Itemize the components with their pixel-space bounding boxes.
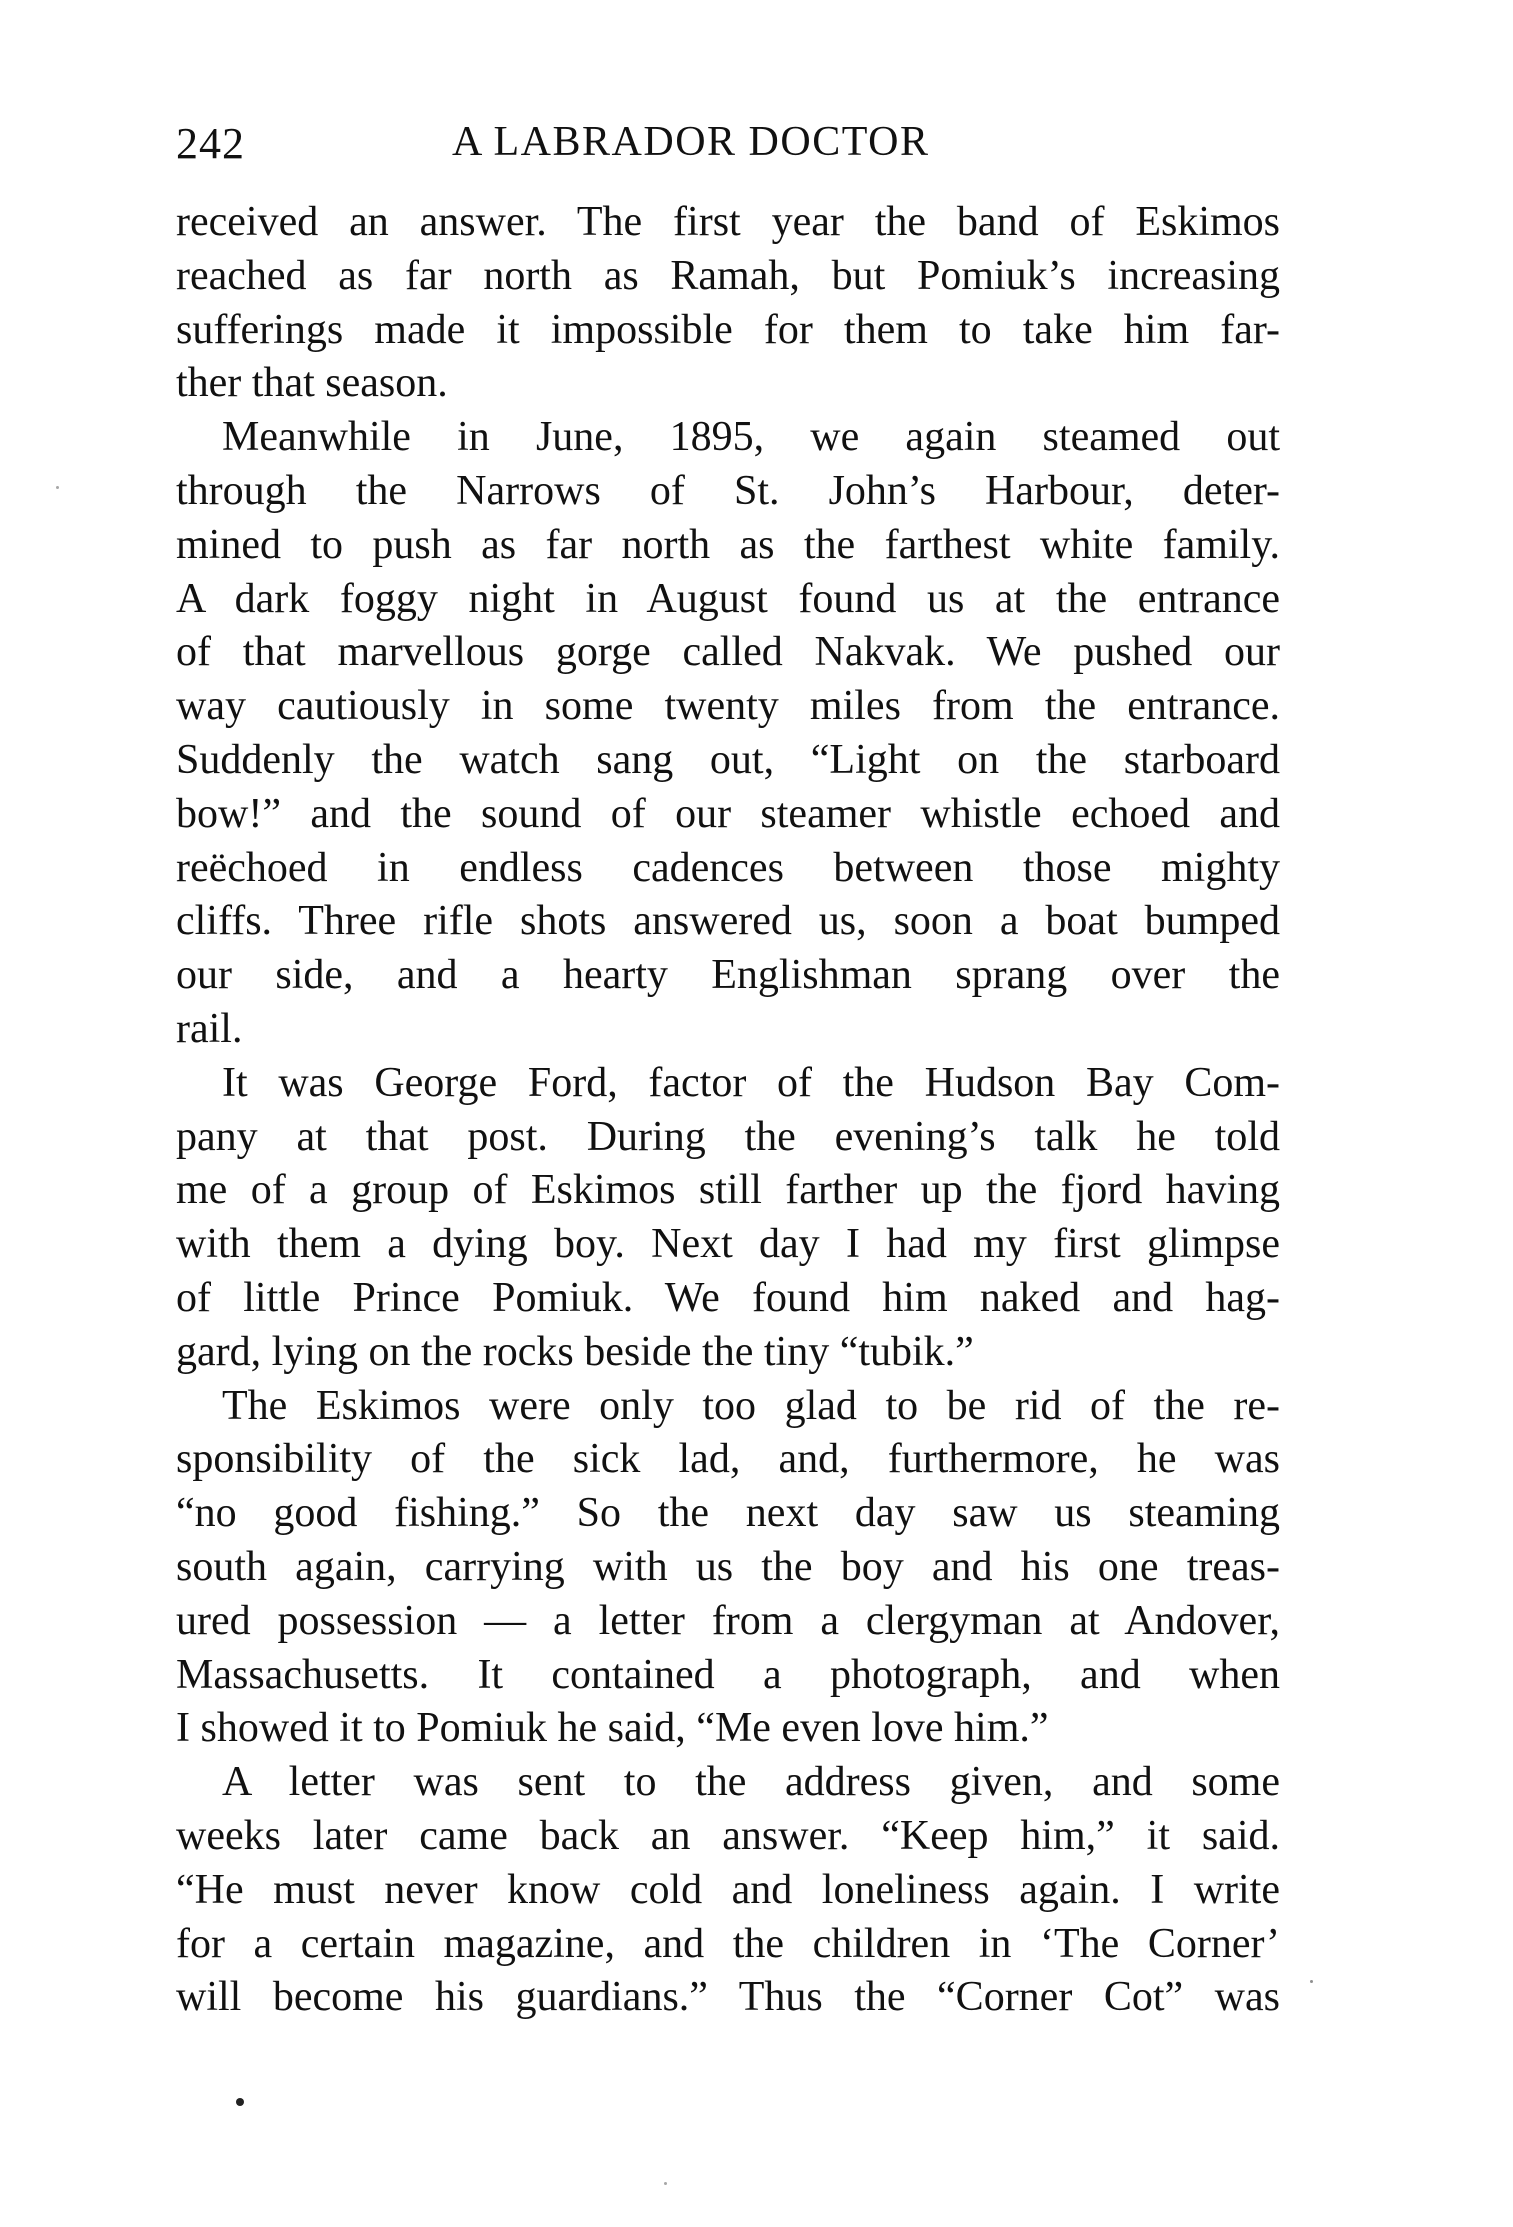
text-line: sponsibility of the sick lad, and, furthermore, he was xyxy=(176,1436,1280,1483)
page-number: 242 xyxy=(176,119,245,168)
text-line: way cautiously in some twenty miles from the entrance. xyxy=(176,683,1280,730)
ink-speck xyxy=(1310,1980,1313,1983)
ink-speck xyxy=(664,2182,667,2185)
ink-speck xyxy=(56,486,59,489)
text-line: of little Prince Pomiuk. We found him naked and hag- xyxy=(176,1274,1280,1321)
paragraph-5 xyxy=(176,1756,1280,2025)
text-line: reëchoed in endless cadences between those mighty xyxy=(176,844,1280,891)
text-line: pany at that post. During the evening’s talk he told xyxy=(176,1113,1280,1160)
text-line: rail. xyxy=(176,1005,243,1052)
text-line: will become his guardians.” Thus the “Corner Cot” was xyxy=(176,1974,1280,2021)
text-line: “no good fishing.” So the next day saw us steaming xyxy=(176,1490,1280,1537)
text-line: cliffs. Three rifle shots answered us, soon a boat bumped xyxy=(176,898,1280,945)
ink-speck xyxy=(236,2098,244,2106)
text-line: weeks later came back an answer. “Keep him,” it said. xyxy=(176,1812,1280,1859)
page-header xyxy=(176,110,1280,170)
text-line: mined to push as far north as the farthest white family. xyxy=(176,521,1280,568)
text-line: A letter was sent to the address given, and some xyxy=(222,1759,1280,1806)
text-line: sufferings made it impossible for them to take him far- xyxy=(176,306,1280,353)
text-line: through the Narrows of St. John’s Harbour, deter- xyxy=(176,467,1280,514)
running-head: A LABRADOR DOCTOR xyxy=(452,119,930,165)
text-line: me of a group of Eskimos still farther up the fjord having xyxy=(176,1167,1280,1214)
text-line: ther that season. xyxy=(176,360,448,407)
text-line: reached as far north as Ramah, but Pomiuk’s increasing xyxy=(176,252,1280,299)
paragraph-2 xyxy=(176,411,1280,1057)
text-line: I showed it to Pomiuk he said, “Me even love him.” xyxy=(176,1705,1049,1752)
text-line: Meanwhile in June, 1895, we again steamed out xyxy=(222,414,1280,461)
paragraph-1 xyxy=(176,196,1280,411)
text-line: gard, lying on the rocks beside the tiny “tubik.” xyxy=(176,1328,974,1375)
text-line: received an answer. The first year the band of Eskimos xyxy=(176,199,1280,245)
text-line: of that marvellous gorge called Nakvak. We pushed our xyxy=(176,629,1280,676)
text-line: A dark foggy night in August found us at the entrance xyxy=(176,575,1280,622)
text-line: for a certain magazine, and the children in ‘The Corner’ xyxy=(176,1920,1280,1967)
text-line: south again, carrying with us the boy and his one treas- xyxy=(176,1543,1280,1590)
text-line: ured possession — a letter from a clergyman at Andover, xyxy=(176,1597,1280,1644)
text-line: Suddenly the watch sang out, “Light on the starboard xyxy=(176,736,1280,783)
paragraph-3 xyxy=(176,1057,1280,1380)
text-line: It was George Ford, factor of the Hudson Bay Com- xyxy=(222,1059,1280,1106)
text-line: The Eskimos were only too glad to be rid of the re- xyxy=(222,1382,1280,1429)
text-line: “He must never know cold and loneliness again. I write xyxy=(176,1866,1280,1913)
text-line: our side, and a hearty Englishman sprang over the xyxy=(176,952,1280,999)
paragraph-4 xyxy=(176,1380,1280,1757)
body-text xyxy=(176,196,1280,2025)
text-line: bow!” and the sound of our steamer whistle echoed and xyxy=(176,790,1280,837)
text-line: with them a dying boy. Next day I had my first glimpse xyxy=(176,1221,1280,1268)
text-line: Massachusetts. It contained a photograph, and when xyxy=(176,1651,1280,1698)
